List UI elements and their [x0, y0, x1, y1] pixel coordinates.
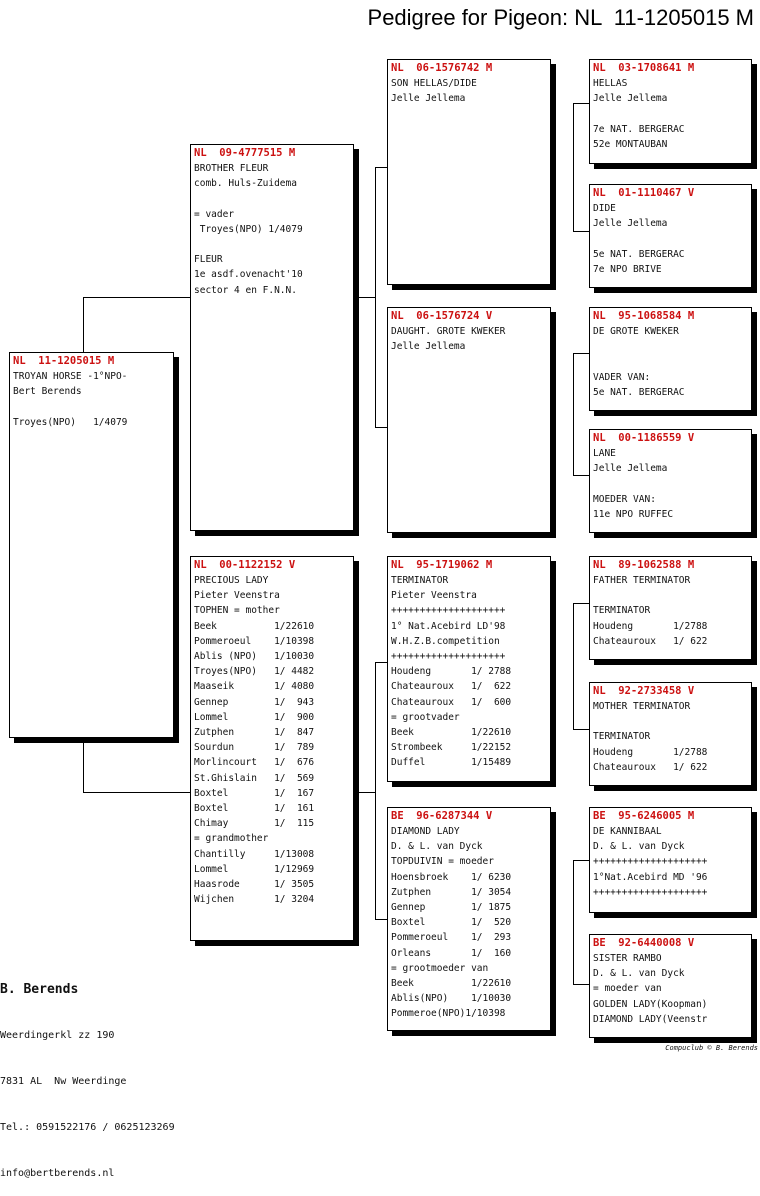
pigeon-info-line: HELLAS: [593, 78, 628, 89]
connector-line: [375, 427, 387, 428]
pigeon-info-line: DE GROTE KWEKER: [593, 326, 679, 337]
pigeon-info-line: 7e NPO BRIVE: [593, 263, 662, 275]
pigeon-info-line: ++++++++++++++++++++: [593, 886, 708, 898]
pigeon-info-line: Chimay 1/ 115: [194, 818, 315, 830]
pigeon-info-line: DAUGHT. GROTE KWEKER: [391, 326, 506, 337]
ring-number: NL 00-1186559 V: [593, 432, 695, 444]
pigeon-info-line: Hoensbroek 1/ 6230: [391, 871, 512, 883]
connector-line: [573, 231, 589, 232]
pigeon-info-line: W.H.Z.B.competition: [391, 635, 500, 647]
ring-number: BE 95-6246005 M: [593, 810, 695, 822]
owner-name: B. Berends: [0, 981, 79, 997]
pigeon-info-line: = vader: [194, 208, 235, 220]
connector-line: [573, 860, 574, 985]
pigeon-info-line: Boxtel 1/ 167: [194, 787, 315, 799]
pigeon-info-line: Houdeng 1/2788: [593, 620, 708, 632]
ring-number: NL 03-1708641 M: [593, 62, 695, 74]
pigeon-info-line: TERMINATOR: [593, 605, 651, 617]
pigeon-info-line: GOLDEN LADY(Koopman): [593, 998, 708, 1010]
pigeon-info-line: Ablis (NPO) 1/10030: [194, 651, 315, 663]
pigeon-info-line: ++++++++++++++++++++: [391, 651, 506, 663]
connector-line: [83, 297, 84, 352]
pigeon-info-line: VADER VAN:: [593, 371, 651, 383]
pigeon-info-line: Orleans 1/ 160: [391, 947, 512, 959]
pigeon-box-ggp-8[interactable]: [589, 934, 752, 1038]
pigeon-info-line: TOPDUIVIN = moeder: [391, 856, 494, 868]
pigeon-info-line: 1° Nat.Acebird LD'98: [391, 620, 506, 632]
pigeon-info-line: Lommel 1/12969: [194, 863, 315, 875]
pigeon-info-line: DIAMOND LADY(Veenstr: [593, 1013, 708, 1025]
pigeon-info-line: Chantilly 1/13008: [194, 848, 315, 860]
pigeon-info-line: Houdeng 1/2788: [593, 746, 708, 758]
pigeon-info-line: TROYAN HORSE -1°NPO-: [13, 371, 128, 382]
connector-line: [573, 103, 589, 104]
pigeon-info-line: FATHER TERMINATOR: [593, 575, 691, 586]
ring-number: BE 92-6440008 V: [593, 937, 695, 949]
pigeon-info-line: Gennep 1/ 943: [194, 696, 315, 708]
pigeon-info-line: Jelle Jellema: [593, 218, 668, 230]
pigeon-info-line: 5e NAT. BERGERAC: [593, 248, 685, 260]
pigeon-box-dam[interactable]: [190, 556, 354, 941]
pigeon-info-line: 1°Nat.Acebird MD '96: [593, 871, 708, 883]
pigeon-info-line: Jelle Jellema: [391, 93, 466, 105]
pigeon-info-line: Jelle Jellema: [391, 341, 466, 353]
connector-line: [573, 353, 574, 475]
pigeon-box-subject[interactable]: [9, 352, 174, 738]
ring-number: NL 00-1122152 V: [194, 559, 296, 571]
pigeon-info-line: Ablis(NPO) 1/10030: [391, 993, 512, 1005]
pigeon-box-ggp-5[interactable]: [589, 556, 752, 660]
connector-line: [375, 662, 376, 920]
software-credit: Compuclub © B. Berends: [665, 1044, 758, 1052]
pigeon-info-line: Chateauroux 1/ 622: [593, 761, 708, 773]
pigeon-box-ggp-7[interactable]: [589, 807, 752, 913]
pigeon-info-line: 5e NAT. BERGERAC: [593, 386, 685, 398]
pigeon-info-line: Pieter Veenstra: [194, 590, 280, 602]
pigeon-info-line: [593, 106, 748, 121]
pigeon-info-line: DE KANNIBAAL: [593, 826, 662, 837]
pigeon-info-line: [194, 237, 350, 252]
pigeon-box-sire-dam[interactable]: [387, 307, 551, 533]
pigeon-info-line: Haasrode 1/ 3505: [194, 879, 315, 891]
pigeon-box-ggp-6[interactable]: [589, 682, 752, 786]
connector-line: [573, 860, 589, 861]
pigeon-info-line: [13, 399, 170, 414]
connector-line: [375, 662, 387, 663]
ring-number: NL 92-2733458 V: [593, 685, 695, 697]
pigeon-info-line: Troyes(NPO) 1/4079: [13, 416, 128, 428]
connector-line: [83, 297, 190, 298]
pigeon-info-line: Chateauroux 1/ 600: [391, 696, 512, 708]
pigeon-info-line: SISTER RAMBO: [593, 953, 662, 964]
ring-number: NL 89-1062588 M: [593, 559, 695, 571]
pigeon-info-line: Boxtel 1/ 520: [391, 917, 512, 929]
pigeon-info-line: TERMINATOR: [391, 575, 449, 586]
connector-line: [353, 297, 375, 298]
pigeon-info-line: Houdeng 1/ 2788: [391, 666, 512, 678]
pigeon-info-line: Lommel 1/ 900: [194, 711, 315, 723]
pigeon-info-line: = moeder van: [593, 983, 662, 995]
pigeon-info-line: Jelle Jellema: [593, 93, 668, 105]
connector-line: [83, 792, 190, 793]
ring-number: NL 95-1719062 M: [391, 559, 493, 571]
connector-line: [375, 167, 387, 168]
pigeon-info-line: [593, 339, 748, 354]
pigeon-info-line: 7e NAT. BERGERAC: [593, 123, 685, 135]
pigeon-info-line: PRECIOUS LADY: [194, 575, 269, 586]
ring-number: NL 06-1576724 V: [391, 310, 493, 322]
pigeon-box-sire[interactable]: [190, 144, 354, 531]
connector-line: [573, 475, 589, 476]
owner-info: [0, 950, 175, 1196]
pigeon-info-line: [593, 231, 748, 246]
pigeon-info-line: TERMINATOR: [593, 731, 651, 743]
ring-number: NL 01-1110467 V: [593, 187, 695, 199]
pigeon-info-line: [194, 191, 350, 206]
pigeon-info-line: Beek 1/22610: [391, 727, 512, 739]
pigeon-info-line: St.Ghislain 1/ 569: [194, 772, 315, 784]
owner-phone: Tel.: 0591522176 / 0625123269: [0, 1121, 175, 1133]
pigeon-info-line: = grandmother: [194, 833, 269, 845]
pigeon-info-line: Gennep 1/ 1875: [391, 902, 512, 914]
pigeon-info-line: Pommeroeul 1/10398: [194, 635, 315, 647]
connector-line: [573, 103, 574, 231]
pigeon-info-line: Chateauroux 1/ 622: [593, 635, 708, 647]
owner-email[interactable]: info@bertberends.nl: [0, 1167, 115, 1179]
pigeon-info-line: [593, 714, 748, 729]
pigeon-info-line: Zutphen 1/ 3054: [391, 886, 512, 898]
pigeon-info-line: D. & L. van Dyck: [593, 968, 685, 980]
pigeon-box-ggp-4[interactable]: [589, 429, 752, 533]
pigeon-info-line: Pommeroeul 1/ 293: [391, 932, 512, 944]
pigeon-info-line: D. & L. van Dyck: [593, 841, 685, 853]
owner-city: 7831 AL Nw Weerdinge: [0, 1076, 127, 1088]
pigeon-box-dam-dam[interactable]: [387, 807, 551, 1031]
pigeon-info-line: DIAMOND LADY: [391, 826, 460, 837]
owner-address: Weerdingerkl zz 190: [0, 1030, 115, 1042]
pigeon-info-line: Beek 1/22610: [391, 978, 512, 990]
pigeon-box-ggp-1[interactable]: [589, 59, 752, 164]
pigeon-info-line: ++++++++++++++++++++: [391, 605, 506, 617]
connector-line: [375, 167, 376, 427]
pigeon-info-line: Sourdun 1/ 789: [194, 742, 315, 754]
pigeon-info-line: Wijchen 1/ 3204: [194, 894, 315, 906]
pigeon-info-line: SON HELLAS/DIDE: [391, 78, 477, 89]
pigeon-info-line: Jelle Jellema: [593, 463, 668, 475]
connector-line: [375, 919, 387, 920]
pigeon-info-line: Pieter Veenstra: [391, 590, 477, 602]
pigeon-info-line: Bert Berends: [13, 386, 82, 398]
ring-number: NL 06-1576742 M: [391, 62, 493, 74]
pigeon-info-line: sector 4 en F.N.N.: [194, 284, 297, 296]
pigeon-info-line: Morlincourt 1/ 676: [194, 757, 315, 769]
pigeon-info-line: = grootmoeder van: [391, 962, 489, 974]
pigeon-info-line: Chateauroux 1/ 622: [391, 681, 512, 693]
pigeon-info-line: Pommeroe(NPO)1/10398: [391, 1008, 506, 1020]
page-title: Pedigree for Pigeon: NL 11-1205015 M: [367, 5, 754, 30]
pigeon-info-line: [593, 354, 748, 369]
pigeon-info-line: D. & L. van Dyck: [391, 841, 483, 853]
connector-line: [573, 603, 574, 729]
pigeon-info-line: MOTHER TERMINATOR: [593, 701, 691, 712]
pigeon-info-line: [593, 476, 748, 491]
pigeon-info-line: Strombeek 1/22152: [391, 742, 512, 754]
pigeon-info-line: Beek 1/22610: [194, 620, 315, 632]
ring-number: NL 09-4777515 M: [194, 147, 296, 159]
ring-number: BE 96-6287344 V: [391, 810, 493, 822]
connector-line: [353, 792, 375, 793]
ring-number: NL 11-1205015 M: [13, 355, 115, 367]
pigeon-info-line: [593, 588, 748, 603]
pigeon-box-ggp-3[interactable]: [589, 307, 752, 411]
pigeon-info-line: LANE: [593, 448, 616, 459]
pigeon-info-line: TOPHEN = mother: [194, 605, 280, 617]
pigeon-info-line: Boxtel 1/ 161: [194, 803, 315, 815]
pigeon-info-line: Troyes(NPO) 1/ 4482: [194, 666, 315, 678]
connector-line: [83, 737, 84, 793]
pigeon-box-sire-sire[interactable]: [387, 59, 551, 285]
pigeon-info-line: DIDE: [593, 203, 616, 214]
connector-line: [573, 603, 589, 604]
pigeon-info-line: ++++++++++++++++++++: [593, 856, 708, 868]
pigeon-info-line: 1e asdf.ovenacht'10: [194, 269, 303, 281]
pigeon-info-line: 11e NPO RUFFEC: [593, 508, 674, 520]
connector-line: [573, 984, 589, 985]
pigeon-info-line: = grootvader: [391, 711, 460, 723]
pigeon-info-line: FLEUR: [194, 254, 223, 266]
pigeon-info-line: MOEDER VAN:: [593, 493, 656, 505]
pigeon-info-line: Maaseik 1/ 4080: [194, 681, 315, 693]
pigeon-info-line: comb. Huls-Zuidema: [194, 178, 297, 190]
pigeon-box-ggp-2[interactable]: [589, 184, 752, 288]
pigeon-info-line: BROTHER FLEUR: [194, 163, 269, 174]
pigeon-info-line: Duffel 1/15489: [391, 757, 512, 769]
pigeon-info-line: 52e MONTAUBAN: [593, 138, 668, 150]
connector-line: [573, 353, 589, 354]
pigeon-info-line: Zutphen 1/ 847: [194, 727, 315, 739]
pigeon-info-line: Troyes(NPO) 1/4079: [194, 223, 303, 235]
ring-number: NL 95-1068584 M: [593, 310, 695, 322]
connector-line: [573, 729, 589, 730]
pigeon-box-dam-sire[interactable]: [387, 556, 551, 782]
